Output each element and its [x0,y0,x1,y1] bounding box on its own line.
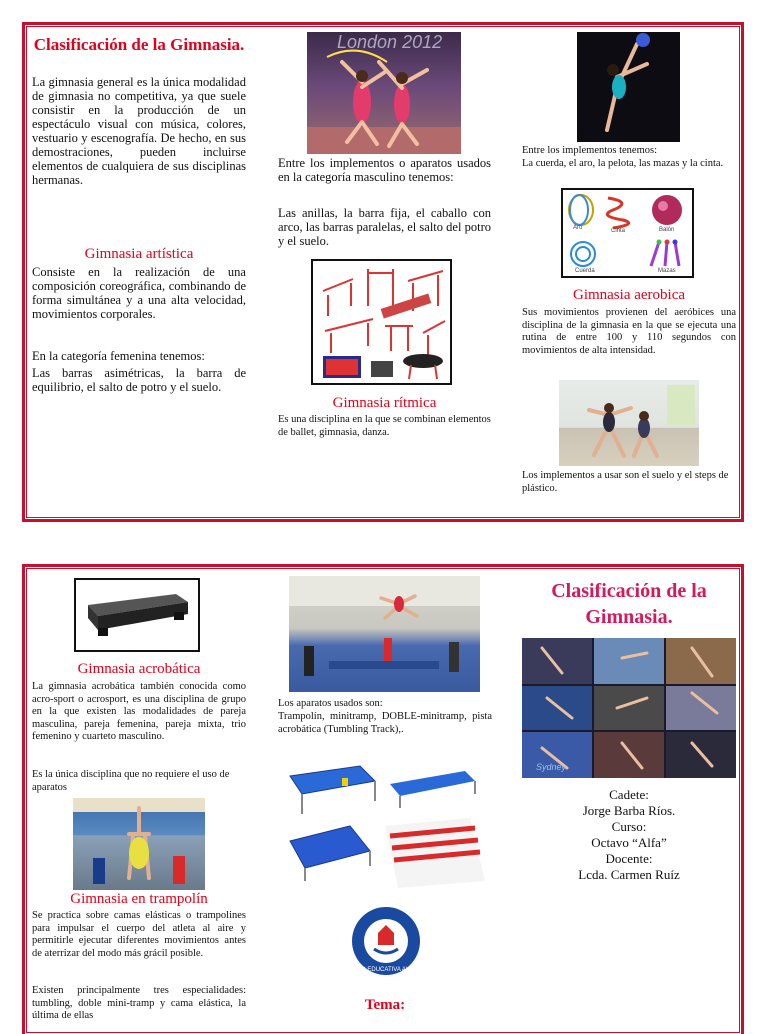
trampolin-heading: Gimnasia en trampolín [70,891,208,907]
rhythmic-apparatus-drawing [563,190,692,276]
aerobic-photo [559,380,699,466]
aerobic-figures [559,380,699,466]
credits-block [522,787,736,883]
gymnast-figure [577,32,680,142]
rhythmic-apparatus-image [561,188,694,278]
artistic-apparatus-image [311,259,452,385]
acrobatic-figures [73,798,205,890]
label-aro: Aro [573,225,583,231]
label-cuerda: Cuerda [575,268,595,274]
docente-name: Lcda. Carmen Ruíz [578,867,680,882]
trampoline-photo [289,576,480,692]
collage-brand: Sydney [536,762,567,772]
step-platform-image [74,578,200,652]
acrobatica-text2: Es la única disciplina que no requiere el uso de aparatos [32,769,230,793]
ritmica-heading: Gimnasia rítmica [332,395,437,411]
step-drawing [76,580,198,650]
aerobica-text: Sus movimientos provienen del aeróbices una disciplina de la gimnasia en la que se ejecuta una rutina de entre 100 y 110 segundos con movimientos de alta intensidad. [522,307,736,356]
ritmica-text: Es una disciplina en la que se combinan elementos de ballet, gimnasia, danza. [278,414,491,438]
femenina-list: Las barras asimétricas, la barra de equilibrio, el salto de potro y el suelo. [32,366,246,394]
trampoline-equipment-image [280,756,490,891]
london-rhythmic-photo [307,32,461,154]
label-mazas: Mazas [658,268,676,274]
tema-label: Tema: [364,997,406,1013]
cover-title: Clasificación de la Gimnasia. [551,580,707,628]
artistica-text: Consiste en la realización de una composición coreográfica, combinando de forma simultánea y a una alta velocidad, movimientos corporales. [32,265,246,321]
logo-caption: UNIDAD EDUCATIVA ALTAMAR [342,967,430,973]
apparatus-drawing [313,261,450,383]
intro-paragraph: La gimnasia general es la única modalidad de gimnasia no competitiva, ya que suele consistir en la producción de un espectáculo visual con música, colores, vestuario y escenografía. De hecho, en sus demostraciones, pueden incluirse elementos de cualquiera de sus disciplinas hermanas. [32,75,246,187]
masculino-list: Las anillas, la barra fija, el caballo con arco, las barras paralelas, el salto del potro y el suelo. [278,206,491,248]
implementos-text: Entre los implementos tenemos: [522,145,658,156]
trampoline-equipment-drawing [280,756,490,891]
gymnast-ball-photo [577,32,680,142]
curso-label: Curso: [611,819,647,834]
gymnastics-collage [522,638,736,778]
acrobatica-text: La gimnasia acrobática también conocida como acro-sport o acrosport, es una disciplina de grupo en la que existen las modalidades de pareja masculina, pareja femenina, pareja mixta, trio femenino y cuarteto masculino. [32,681,246,742]
trampoline-scene [289,576,480,692]
curso-value: Octavo “Alfa” [591,835,667,850]
gymnasts-figures [307,32,461,154]
aparatos-text: Los aparatos usados son: [278,698,383,709]
school-logo [342,905,430,977]
aparatos-list: Trampolín, minitramp, DOBLE-minitramp, pista acrobática (Tumbling Track),. [278,711,492,735]
artistica-heading: Gimnasia artística [84,246,194,262]
label-cinta: Cinta [611,228,626,234]
acrobatica-heading: Gimnasia acrobática [77,661,201,677]
top-title: Clasificación de la Gimnasia. [33,35,245,54]
label-balon: Balón [659,227,675,233]
docente-label: Docente: [605,851,653,866]
london-banner-text: London 2012 [337,32,443,52]
implementos-list: La cuerda, el aro, la pelota, las mazas y la cinta. [522,158,724,169]
aerobica-impl: Los implementos a usar son el suelo y el steps de plástico. [522,470,729,494]
aerobica-heading: Gimnasia aerobica [572,287,686,303]
cadete-label: Cadete: [609,787,649,802]
trampolin-text2: Existen principalmente tres especialidades: tumbling, doble mini-tramp y cama elástica, la última de ellas [32,985,246,1021]
trampolin-text: Se practica sobre camas elásticas o trampolines para impulsar el cuerpo del atleta al aire y permitirle ejecutar diferentes movimientos antes de aterrizar del modo más grácil posible. [32,910,246,959]
school-logo-emblem [342,905,430,977]
cadete-name: Jorge Barba Ríos. [582,803,676,818]
acrobatic-photo [73,798,205,890]
femenina-text: En la categoría femenina tenemos: [32,349,205,363]
collage-tiles [522,638,736,778]
masculino-text: Entre los implementos o aparatos usados en la categoría masculino tenemos: [278,156,491,184]
